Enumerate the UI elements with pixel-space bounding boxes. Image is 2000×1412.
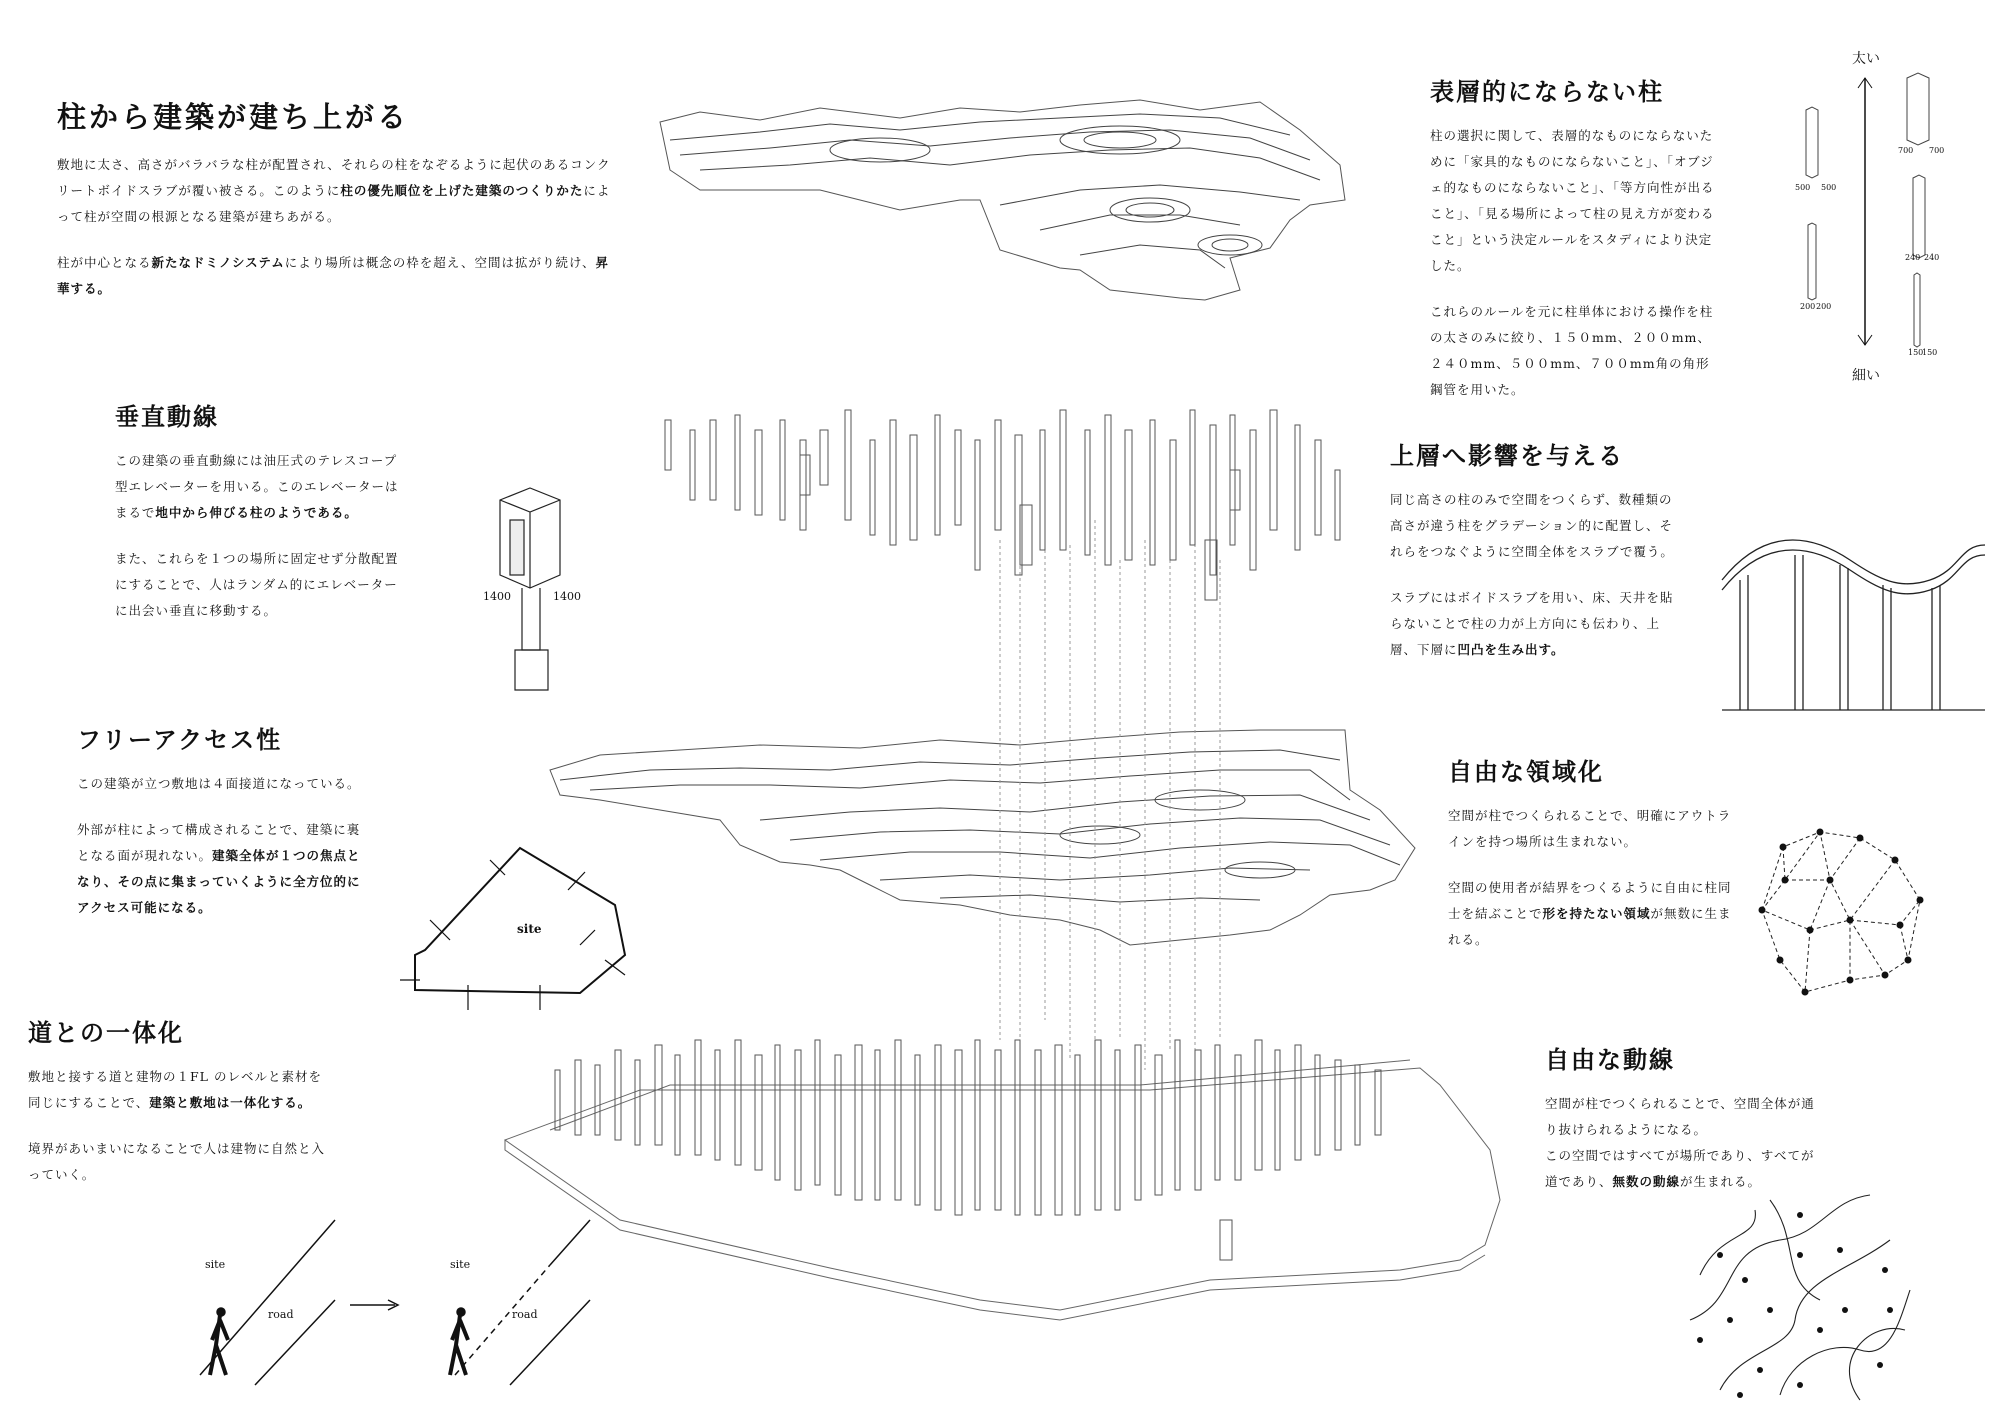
dimension-label: 700: [1929, 146, 1945, 155]
thin-label: 細い: [1852, 368, 1880, 384]
section-paragraph: スラブにはボイドスラブを用い、床、天井を貼らないことで柱の力が上方向にも伝わり、上層、下層に凹凸を生み出す。: [1390, 590, 1674, 657]
person-icon-2: [450, 1315, 468, 1375]
section-road-integration: [28, 1013, 328, 1188]
top-slab: [660, 100, 1345, 300]
dimension-label: 700: [1898, 146, 1914, 155]
dimension-label: 150: [1908, 348, 1924, 357]
thick-label: 太い: [1852, 51, 1880, 67]
road-label: road: [512, 1308, 538, 1321]
section-title: 自由な領域化: [1448, 757, 1604, 786]
lower-columns: [555, 1040, 1381, 1260]
section-title: 表層的にならない柱: [1430, 77, 1664, 106]
section-title: 垂直動線: [115, 402, 219, 431]
section-paragraph: 柱の選択に関して、表層的なものにならないために「家具的なものにならないこと」、「オブジェ的なものにならないこと」、「等方向性が出ること」、「見る場所によって柱の見え方が変わること」という決定ルールをスタディにより決定した。: [1430, 128, 1715, 273]
section-paragraph: 外部が柱によって構成されることで、建築に裏となる面が現れない。建築全体が１つの焦点となり、その点に集まっていくように全方位的にアクセス可能になる。: [77, 822, 361, 915]
wave-slab-diagram: [1722, 540, 1985, 710]
circulation-diagram: [1690, 1195, 1910, 1400]
section-paragraph: この建築の垂直動線には油圧式のテレスコープ型エレベーターを用いる。このエレベーターはまるで地中から伸びる柱のようである。: [115, 453, 399, 520]
section-paragraph: 空間が柱でつくられることで、明確にアウトラインを持つ場所は生まれない。: [1448, 808, 1732, 849]
section-title: 上層へ影響を与える: [1390, 441, 1624, 470]
column-ghosts: [1000, 520, 1220, 1070]
section-vertical-circulation: [115, 397, 405, 624]
section-paragraph: 空間が柱でつくられることで、空間全体が通り抜けられるようになる。: [1545, 1096, 1815, 1137]
dimension-label: 150: [1922, 348, 1938, 357]
dimension-label: 240: [1905, 253, 1921, 262]
section-title: フリーアクセス性: [77, 725, 283, 754]
section-paragraph: 同じ高さの柱のみで空間をつくらず、数種類の高さが違う柱をグラデーション的に配置し、それらをつなぐように空間全体をスラブで覆う。: [1390, 492, 1674, 559]
section-paragraph: この空間ではすべてが場所であり、すべてが道であり、無数の動線が生まれる。: [1545, 1148, 1815, 1189]
dimension-label: 200: [1816, 302, 1832, 311]
site-label: site: [517, 922, 542, 936]
page-title: 柱から建築が建ち上がる: [57, 100, 410, 134]
section-paragraph: これらのルールを元に柱単体における操作を柱の太さのみに絞り、１５０mm、２００mm、２４０mm、５００mm、７００mm角の角形鋼管を用いた。: [1430, 304, 1714, 397]
section-title: 自由な動線: [1545, 1045, 1675, 1074]
road-diagrams: [200, 1220, 590, 1385]
section-free-access: [77, 720, 372, 921]
road-label: road: [268, 1308, 294, 1321]
section-paragraph: また、これらを１つの場所に固定せず分散配置にすることで、人はランダム的にエレベーターに出会い垂直に移動する。: [115, 551, 399, 618]
section-non-superficial-columns: [1430, 72, 1720, 403]
site-label: site: [205, 1258, 226, 1271]
main-paragraph-2: 柱が中心となる新たなドミノシステムにより場所は概念の枠を超え、空間は拡がり続け、昇華する。: [57, 255, 610, 296]
section-paragraph: 敷地と接する道と建物の１FL のレベルと素材を同じにすることで、建築と敷地は一体化する。: [28, 1069, 322, 1110]
section-paragraph: 空間の使用者が結界をつくるように自由に柱同士を結ぶことで形を持たない領域が無数に生まれる。: [1448, 880, 1732, 947]
main-paragraph-1: 敷地に太さ、高さがバラバラな柱が配置され、それらの柱をなぞるように起伏のあるコンクリートボイドスラブが覆い被さる。このように柱の優先順位を上げた建築のつくりかたによって柱が空間の根源となる建築が建ちあがる。: [57, 157, 611, 224]
dimension-label: 1400: [553, 590, 581, 603]
ground-plinth: [505, 1060, 1500, 1320]
site-label: site: [450, 1258, 471, 1271]
dimension-label: 200: [1800, 302, 1816, 311]
middle-slab: [550, 730, 1415, 945]
dimension-label: 240: [1924, 253, 1940, 262]
section-paragraph: この建築が立つ敷地は４面接道になっている。: [77, 776, 361, 791]
dimension-label: 500: [1795, 183, 1811, 192]
section-title: 道との一体化: [28, 1018, 184, 1047]
network-diagram: [1759, 829, 1924, 996]
site-diagram: [400, 848, 625, 1010]
upper-columns: [665, 410, 1340, 600]
dimension-label: 1400: [483, 590, 511, 603]
section-paragraph: 境界があいまいになることで人は建物に自然と入っていく。: [28, 1141, 326, 1182]
elevator-diagram: [500, 488, 560, 690]
section-free-circulation: [1545, 1040, 1825, 1195]
section-free-territory: [1448, 752, 1738, 953]
dimension-label: 500: [1821, 183, 1837, 192]
section-main: [57, 95, 617, 302]
section-upper-influence: [1390, 436, 1680, 663]
